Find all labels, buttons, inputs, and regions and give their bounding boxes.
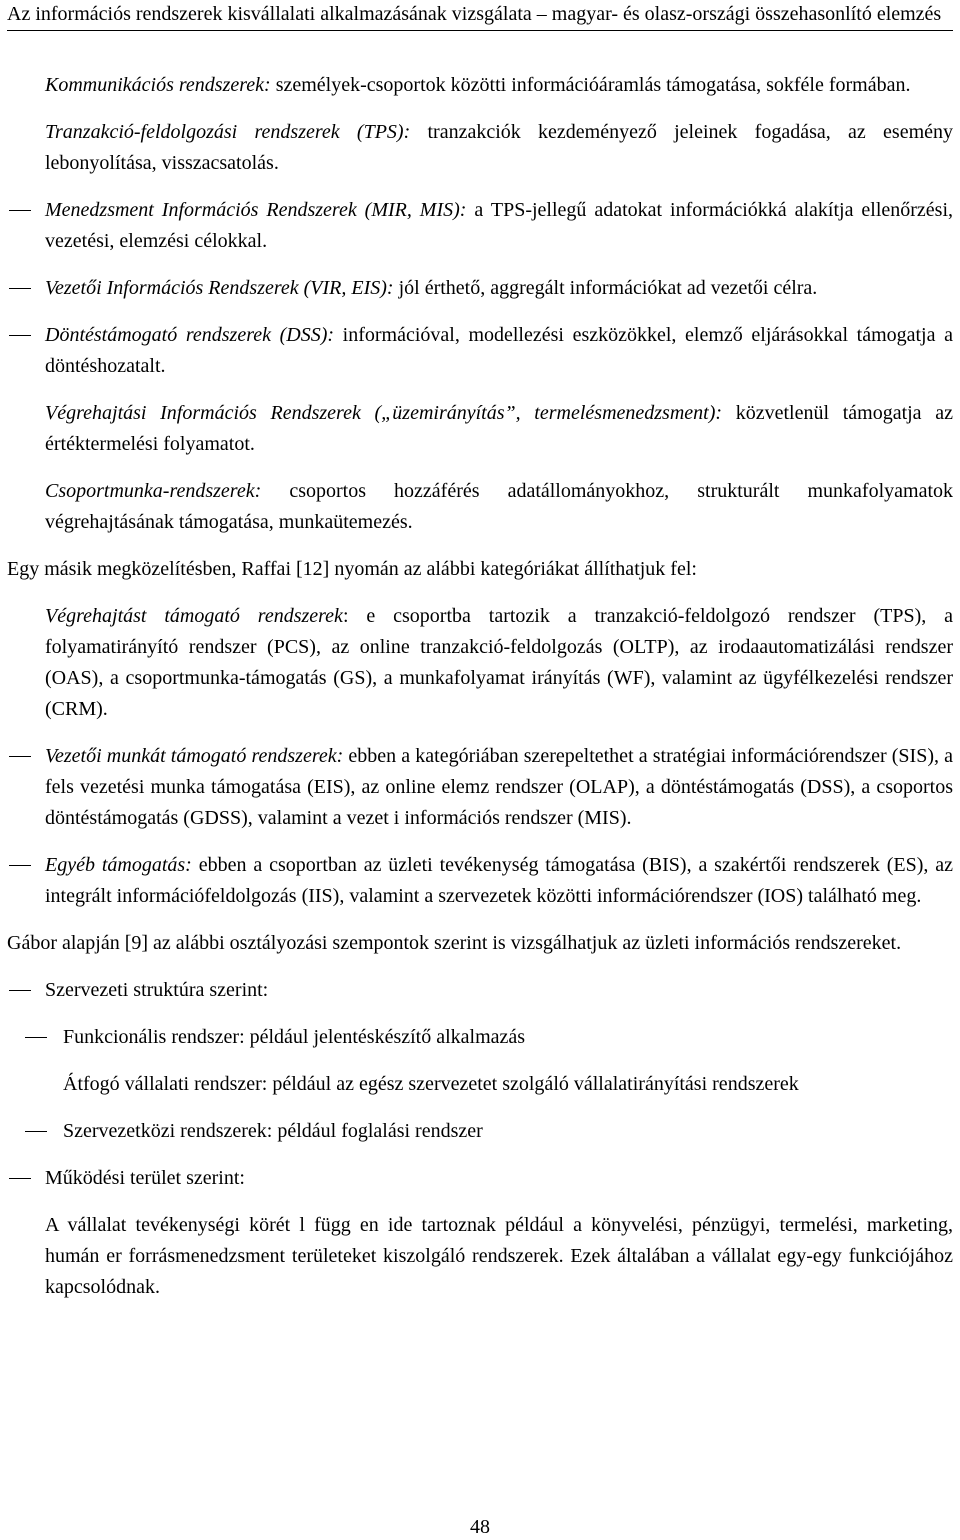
list-item — [7, 273, 953, 304]
running-header-title: Az információs rendszerek kisvállalati alkalmazásának vizsgálata – magyar- és olasz-országi összehasonlító elemzés — [7, 3, 942, 25]
list-item — [7, 195, 953, 257]
list-item — [7, 1069, 953, 1100]
list-item — [7, 741, 953, 834]
list-item-term: Végrehajtást támogató rendszerek — [45, 605, 343, 627]
list-item — [7, 1163, 953, 1194]
list-item-term: Végrehajtási Információs Rendszerek („üzemirányítás”, termelésmenedzsment): — [45, 402, 723, 424]
classification-list — [7, 975, 953, 1303]
paragraph-gabor: Gábor alapján [9] az alábbi osztályozási szempontok szerint is vizsgálhatjuk az üzleti információs rendszereket. — [7, 932, 902, 954]
list-item — [7, 70, 953, 101]
list-item-text: Szervezeti struktúra szerint: — [45, 979, 269, 1001]
dash-bullet-icon — [25, 1116, 49, 1147]
list-item — [7, 850, 953, 912]
list-item-text: : e csoportba tartozik a tranzakció-feldolgozó rendszer (TPS), a folyamatirányító rendszer (PCS), az online tranzakció-feldolgozás (OLTP), az irodaautomatizálási rendszer (OAS), a csoportmunka-támogatás (GS), a munkafolyamat irányítás (WF), valamint az ügyfélkezelési rendszer (CRM). — [45, 605, 953, 720]
list-item — [7, 117, 953, 179]
list-item-term: Vezetői Információs Rendszerek (VIR, EIS): — [45, 277, 394, 299]
list-item — [7, 1022, 953, 1053]
list-item — [7, 476, 953, 538]
paragraph-raffai: Egy másik megközelítésben, Raffai [12] nyomán az alábbi kategóriákat állíthatjuk fel: — [7, 558, 697, 580]
list-item-text: ebben a csoportban az üzleti tevékenység támogatása (BIS), a szakértői rendszerek (ES), az integrált információfeldolgozás (IIS), valamint a szervezetek közötti információrendszer (IOS) található meg. — [45, 854, 953, 907]
page-body — [7, 70, 953, 1319]
list-item — [7, 398, 953, 460]
list-item-term: Döntéstámogató rendszerek (DSS): — [45, 324, 335, 346]
dash-bullet-icon — [25, 1022, 49, 1053]
list-item — [7, 975, 953, 1006]
list-item-term: Menedzsment Információs Rendszerek (MIR, MIS): — [45, 199, 467, 221]
list-item-text: Szervezetközi rendszerek: például foglalási rendszer — [63, 1120, 483, 1142]
list-item — [7, 320, 953, 382]
list-item-text: A vállalat tevékenységi körét l függ en ide tartoznak például a könyvelési, pénzügyi, termelési, marketing, humán er forrásmenedzsment területeket kiszolgáló rendszerek. Ezek általában a vállalat egy-egy funkciójához kapcsolódnak. — [45, 1214, 953, 1298]
dash-bullet-icon — [9, 850, 33, 881]
system-types-list — [7, 70, 953, 538]
list-item — [7, 601, 953, 725]
list-item-term: Csoportmunka-rendszerek: — [45, 480, 262, 502]
page-number: 48 — [470, 1516, 490, 1538]
list-item-term: Vezetői munkát támogató rendszerek: — [45, 745, 344, 767]
list-item-text: ebben a kategóriában szerepeltethet a stratégiai információrendszer (SIS), a fels vezetési munka támogatása (EIS), az online elemz rendszer (OLAP), a döntéstámogatás (DSS), a csoportos döntéstámogatás (GDSS), valamint a vezet i információs rendszer (MIS). — [45, 745, 953, 829]
list-item-text: Funkcionális rendszer: például jelentéskészítő alkalmazás — [63, 1026, 526, 1048]
dash-bullet-icon — [9, 195, 33, 226]
dash-bullet-icon — [9, 975, 33, 1006]
list-item-term: Egyéb támogatás: — [45, 854, 192, 876]
list-item-text: információval, modellezési eszközökkel, elemző eljárásokkal támogatja a döntéshozatalt. — [45, 324, 953, 377]
dash-bullet-icon — [9, 273, 33, 304]
list-item-term: Tranzakció-feldolgozási rendszerek (TPS): — [45, 121, 411, 143]
dash-bullet-icon — [9, 320, 33, 351]
list-item-text: Átfogó vállalati rendszer: például az egész szervezetet szolgáló vállalatirányítási rendszerek — [63, 1073, 799, 1095]
raffai-categories-list — [7, 601, 953, 912]
list-item — [7, 1116, 953, 1147]
list-item-text: csoportos hozzáférés adatállományokhoz, strukturált munkafolyamatok végrehajtásának támogatása, munkaütemezés. — [45, 480, 953, 533]
list-item-text: jól érthető, aggregált információkat ad vezetői célra. — [393, 277, 818, 299]
list-item-term: Kommunikációs rendszerek: — [45, 74, 271, 96]
list-item-text: tranzakciók kezdeményező jeleinek fogadása, az esemény lebonyolítása, visszacsatolás. — [45, 121, 954, 174]
list-item-text: Működési terület szerint: — [45, 1167, 245, 1189]
list-item-text: a TPS-jellegű adatokat információkká alakítja ellenőrzési, vezetési, elemzési célokkal. — [45, 199, 954, 252]
list-item-text: közvetlenül támogatja az értéktermelési folyamatot. — [45, 402, 953, 455]
list-item — [7, 1210, 953, 1303]
dash-bullet-icon — [9, 741, 33, 772]
list-item-text: személyek-csoportok közötti információáramlás támogatása, sokféle formában. — [270, 74, 911, 96]
running-header — [7, 0, 953, 31]
dash-bullet-icon — [9, 1163, 33, 1194]
